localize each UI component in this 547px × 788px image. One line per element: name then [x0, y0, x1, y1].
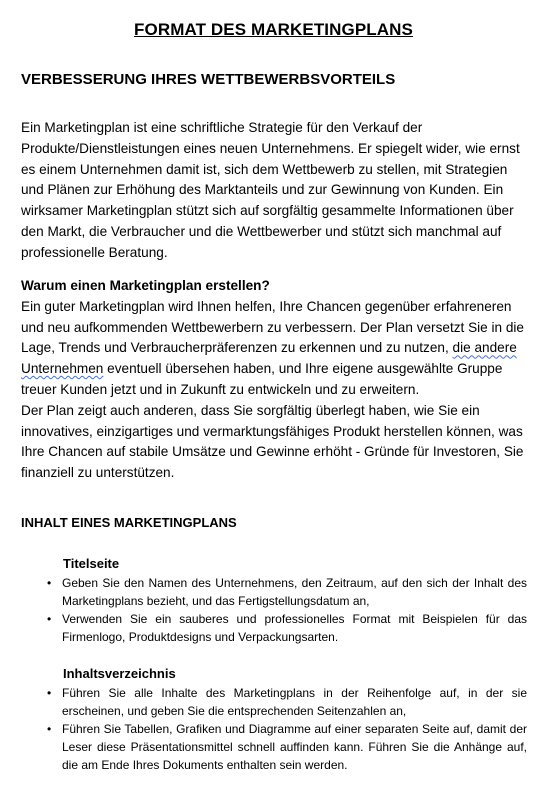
grammar-marked-phrase: die andere Unternehmen	[21, 340, 517, 377]
why-paragraph-1	[21, 297, 531, 401]
why-section	[21, 276, 531, 484]
list-item	[45, 684, 527, 720]
bullet-icon: •	[47, 686, 52, 700]
list-item-text: Führen Sie Tabellen, Grafiken und Diagramme auf einer separaten Seite auf, damit der Leser diese Präsentationsmittel schnell auffinden kann. Führen Sie die Anhänge auf, die am Ende Ihres Dokuments enthalten sein werden.	[62, 722, 527, 772]
document-title: FORMAT DES MARKETINGPLANS	[134, 20, 413, 39]
bullet-icon: •	[47, 612, 52, 626]
section-heading-titelseite: Titelseite	[63, 556, 120, 571]
list-item	[45, 610, 527, 646]
contents-heading: INHALT EINES MARKETINGPLANS	[21, 515, 237, 530]
list-item	[45, 574, 527, 610]
intro-text: Ein Marketingplan ist eine schriftliche Strategie für den Verkauf der Produkte/Dienstleistungen eines neuen Unternehmens. Er spiegelt wider, wie ernst es einem Unternehmen damit ist, sich dem Wettbewerb zu stellen, mit Strategien und Plänen zur Erhöhung des Marktanteils und zur Gewinnung von Kunden. Ein wirksamer Marketingplan stützt sich auf sorgfältig gesammelte Informationen über den Markt, die Verbraucher und die Wettbewerber und stützt sich manchmal auf professionelle Beratung.	[21, 120, 520, 260]
list-item-text: Führen Sie alle Inhalte des Marketingplans in der Reihenfolge auf, in der sie erscheinen, und geben Sie die entsprechenden Seitenzahlen an,	[62, 686, 527, 718]
list-item-text: Geben Sie den Namen des Unternehmens, den Zeitraum, auf den sich der Inhalt des Marketingplans bezieht, und das Fertigstellungsdatum an,	[62, 576, 527, 608]
list-item	[45, 720, 527, 774]
section-heading-inhaltsverzeichnis: Inhaltsverzeichnis	[63, 666, 176, 681]
bullet-icon: •	[47, 722, 52, 736]
why-text-before: Ein guter Marketingplan wird Ihnen helfen, Ihre Chancen gegenüber erfahreneren und neu aufkommenden Wettbewerbern zu verbessern. Der Plan versetzt Sie in die Lage, Trends und Verbraucherpräferenzen zu erkennen und zu nutzen,	[21, 298, 524, 356]
why-text-after: eventuell übersehen haben, und Ihre eigene ausgewählte Gruppe treuer Kunden jetzt und in Zukunft zu entwickeln und zu erweitern.	[21, 361, 503, 397]
bullet-icon: •	[47, 576, 52, 590]
document-subtitle: VERBESSERUNG IHRES WETTBEWERBSVORTEILS	[21, 71, 396, 88]
inhaltsverzeichnis-bullet-list	[45, 684, 527, 774]
intro-paragraph	[21, 118, 531, 264]
why-paragraph-2: Der Plan zeigt auch anderen, dass Sie sorgfältig überlegt haben, wie Sie ein innovatives, einzigartiges und vermarktungsfähiges Produkt herstellen können, was Ihre Chancen auf stabile Umsätze und Gewinne erhöht - Gründe für Investoren, Sie finanziell zu unterstützen.	[21, 402, 524, 481]
titelseite-bullet-list	[45, 574, 527, 646]
list-item-text: Verwenden Sie ein sauberes und professionelles Format mit Beispielen für das Firmenlogo, Produktdesigns und Verpackungsarten.	[62, 612, 527, 644]
why-question: Warum einen Marketingplan erstellen?	[21, 278, 270, 293]
